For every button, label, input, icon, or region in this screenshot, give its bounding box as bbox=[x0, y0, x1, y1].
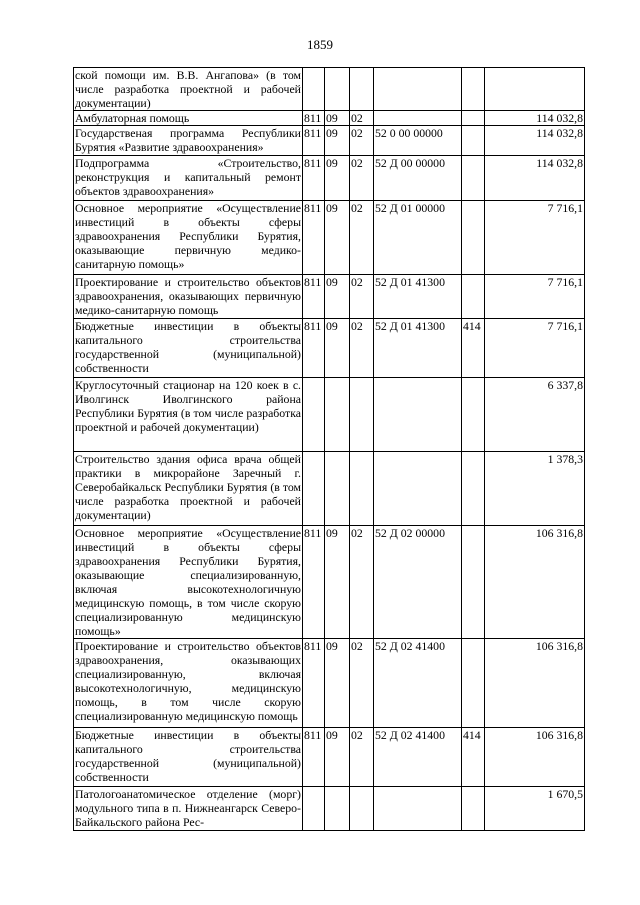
amount: 106 316,8 bbox=[485, 728, 585, 787]
target-code bbox=[374, 378, 462, 452]
table-row bbox=[74, 639, 585, 728]
expense-code bbox=[462, 275, 485, 319]
section-code bbox=[325, 68, 350, 111]
ministry-code: 811 bbox=[303, 728, 325, 787]
subsection-code bbox=[350, 452, 374, 526]
target-code: 52 Д 02 00000 bbox=[374, 526, 462, 639]
amount: 7 716,1 bbox=[485, 275, 585, 319]
subsection-code: 02 bbox=[350, 526, 374, 639]
subsection-code bbox=[350, 68, 374, 111]
section-code bbox=[325, 378, 350, 452]
table-row bbox=[74, 378, 585, 452]
section-code: 09 bbox=[325, 526, 350, 639]
target-code: 52 Д 02 41400 bbox=[374, 639, 462, 728]
row-name: Патологоанатомическое отделение (морг) модульного типа в п. Нижнеангарск Северо-Байкальского района Рес- bbox=[75, 787, 301, 829]
target-code bbox=[374, 452, 462, 526]
table-row bbox=[74, 111, 585, 126]
row-name: Круглосуточный стационар на 120 коек в с. Иволгинск Иволгинского района Республики Бурятия (в том числе разработка проектной и рабочей документации) bbox=[74, 378, 303, 452]
ministry-code: 811 bbox=[303, 639, 325, 728]
section-code: 09 bbox=[325, 126, 350, 156]
row-name: Основное мероприятие «Осуществление инвестиций в объекты сферы здравоохранения Республики Бурятия, оказывающие первичную медико-санитарную помощь» bbox=[74, 201, 303, 275]
expense-code bbox=[462, 526, 485, 639]
expense-code bbox=[462, 126, 485, 156]
ministry-code bbox=[303, 452, 325, 526]
amount: 7 716,1 bbox=[485, 201, 585, 275]
amount: 106 316,8 bbox=[485, 639, 585, 728]
amount: 114 032,8 bbox=[485, 126, 585, 156]
subsection-code: 02 bbox=[350, 728, 374, 787]
target-code bbox=[374, 787, 462, 831]
subsection-code: 02 bbox=[350, 111, 374, 126]
table-row bbox=[74, 452, 585, 526]
expense-code bbox=[462, 378, 485, 452]
subsection-code bbox=[350, 787, 374, 831]
expense-code bbox=[462, 111, 485, 126]
subsection-code: 02 bbox=[350, 156, 374, 201]
target-code: 52 Д 01 41300 bbox=[374, 319, 462, 378]
table-row bbox=[74, 275, 585, 319]
row-name: ской помощи им. В.В. Ангапова» (в том числе разработка проектной и рабочей документации) bbox=[75, 68, 301, 110]
section-code: 09 bbox=[325, 319, 350, 378]
ministry-code bbox=[303, 68, 325, 111]
expense-code: 414 bbox=[462, 728, 485, 787]
section-code: 09 bbox=[325, 275, 350, 319]
section-code: 09 bbox=[325, 201, 350, 275]
table-row bbox=[74, 68, 585, 111]
row-name: Бюджетные инвестиции в объекты капитального строительства государственной (муниципальной) собственности bbox=[74, 319, 303, 378]
subsection-code: 02 bbox=[350, 126, 374, 156]
table-row bbox=[74, 787, 585, 831]
target-code: 52 Д 02 41400 bbox=[374, 728, 462, 787]
target-code: 52 Д 01 41300 bbox=[374, 275, 462, 319]
table-row bbox=[74, 156, 585, 201]
row-name: Бюджетные инвестиции в объекты капитального строительства государственной (муниципальной) собственности bbox=[74, 728, 303, 787]
ministry-code: 811 bbox=[303, 201, 325, 275]
expense-code bbox=[462, 639, 485, 728]
section-code: 09 bbox=[325, 639, 350, 728]
budget-table bbox=[73, 67, 585, 831]
amount: 114 032,8 bbox=[485, 156, 585, 201]
subsection-code bbox=[350, 378, 374, 452]
target-code: 52 Д 01 00000 bbox=[374, 201, 462, 275]
row-name: Подпрограмма «Строительство, реконструкция и капитальный ремонт объектов здравоохранения» bbox=[74, 156, 303, 201]
ministry-code: 811 bbox=[303, 319, 325, 378]
expense-code bbox=[462, 452, 485, 526]
table-row bbox=[74, 526, 585, 639]
page-number: 1859 bbox=[307, 37, 333, 52]
table-row bbox=[74, 319, 585, 378]
amount: 106 316,8 bbox=[485, 526, 585, 639]
subsection-code: 02 bbox=[350, 639, 374, 728]
ministry-code: 811 bbox=[303, 111, 325, 126]
subsection-code: 02 bbox=[350, 319, 374, 378]
table-row bbox=[74, 126, 585, 156]
expense-code bbox=[462, 201, 485, 275]
row-name: Амбулаторная помощь bbox=[74, 111, 303, 126]
row-name: Проектирование и строительство объектов здравоохранения, оказывающих первичную медико-санитарную помощь bbox=[75, 275, 301, 317]
amount: 1 670,5 bbox=[485, 787, 585, 831]
expense-code bbox=[462, 787, 485, 831]
ministry-code bbox=[303, 787, 325, 831]
ministry-code bbox=[303, 378, 325, 452]
amount: 7 716,1 bbox=[485, 319, 585, 378]
target-code: 52 Д 00 00000 bbox=[374, 156, 462, 201]
table-row bbox=[74, 201, 585, 275]
subsection-code: 02 bbox=[350, 275, 374, 319]
ministry-code: 811 bbox=[303, 275, 325, 319]
amount: 114 032,8 bbox=[485, 111, 585, 126]
section-code: 09 bbox=[325, 111, 350, 126]
amount bbox=[485, 68, 585, 111]
target-code bbox=[374, 68, 462, 111]
expense-code bbox=[462, 68, 485, 111]
row-name: Строительство здания офиса врача общей практики в микрорайоне Заречный г. Северобайкальск Республики Бурятия (в том числе разработка проектной и рабочей документации) bbox=[74, 452, 303, 526]
target-code bbox=[374, 111, 462, 126]
expense-code: 414 bbox=[462, 319, 485, 378]
amount: 6 337,8 bbox=[485, 378, 585, 452]
row-name: Государственая программа Республики Бурятия «Развитие здравоохранения» bbox=[75, 126, 301, 154]
row-name: Основное мероприятие «Осуществление инвестиций в объекты сферы здравоохранения Республики Бурятия, оказывающие специализированную, включая высокотехнологичную медицинскую помощь, в том числе скорую специализированную медицинскую помощь» bbox=[75, 526, 301, 638]
expense-code bbox=[462, 156, 485, 201]
ministry-code: 811 bbox=[303, 126, 325, 156]
section-code: 09 bbox=[325, 728, 350, 787]
ministry-code: 811 bbox=[303, 526, 325, 639]
ministry-code: 811 bbox=[303, 156, 325, 201]
section-code bbox=[325, 452, 350, 526]
target-code: 52 0 00 00000 bbox=[374, 126, 462, 156]
section-code: 09 bbox=[325, 156, 350, 201]
subsection-code: 02 bbox=[350, 201, 374, 275]
row-name: Проектирование и строительство объектов здравоохранения, оказывающих специализированную, включая высокотехнологичную, медицинскую помощь, в том числе скорую специализированную медицинскую помощь bbox=[74, 639, 303, 728]
section-code bbox=[325, 787, 350, 831]
table-row bbox=[74, 728, 585, 787]
amount: 1 378,3 bbox=[485, 452, 585, 526]
